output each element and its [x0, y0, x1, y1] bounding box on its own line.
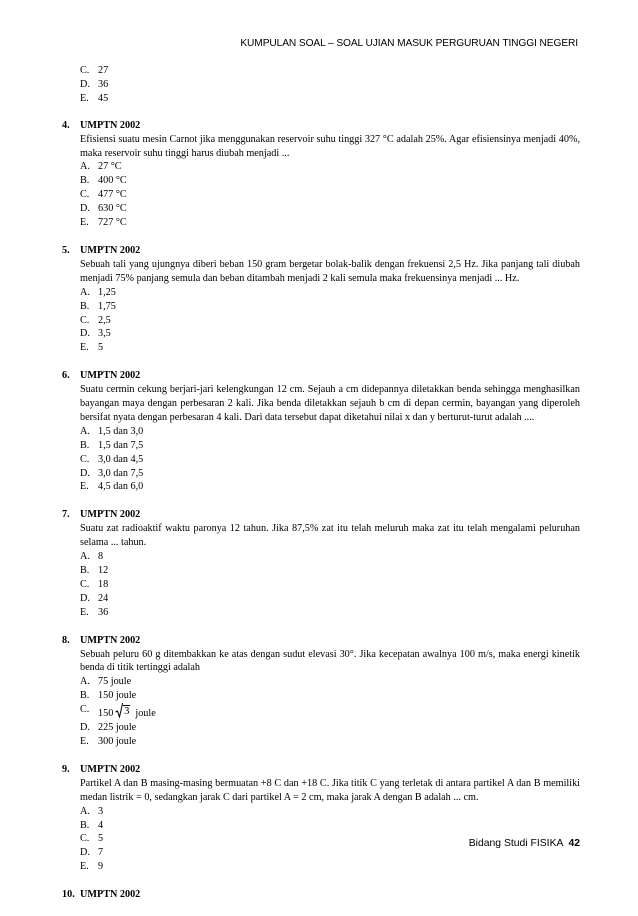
- page-header: [0, 38, 578, 49]
- option-letter: C.: [80, 578, 90, 590]
- option-text: 12: [98, 565, 109, 576]
- option: [80, 564, 580, 578]
- option-letter: C.: [80, 453, 90, 465]
- option: [80, 721, 580, 735]
- option-body: [98, 188, 127, 202]
- option: [80, 550, 580, 564]
- option: [80, 439, 580, 453]
- option-text: 3,5: [98, 328, 111, 340]
- option-body: [98, 314, 111, 328]
- option-letter: B.: [80, 439, 90, 451]
- option-body: [98, 453, 143, 467]
- option-body: [98, 675, 131, 689]
- option-letter: E.: [80, 606, 89, 618]
- option: [80, 735, 580, 749]
- question-source: UMPTN 2002: [80, 634, 141, 646]
- option: [80, 703, 580, 721]
- question-text: Suatu zat radioaktif waktu paronya 12 tahun. Jika 87,5% zat itu telah meluruh maka zat itu telah mengalami peluruhan selama ... tahun.: [80, 523, 580, 549]
- question-text: Suatu cermin cekung berjari-jari kelengkungan 12 cm. Sejauh a cm didepannya diletakkan benda sehingga menghasilkan bayangan maya dengan perbesaran 2 kali. Jika benda diletakkan sejauh b cm di depan cermin, bayangan yang diperoleh bersifat nyata dengan perbesaran 4 kali. Dari data tersebut dapat diketahui nilai x dan y berturut-turut adalah ....: [80, 384, 580, 423]
- option-text: 1,5 dan 3,0: [98, 425, 144, 437]
- option-text: 27: [98, 65, 109, 76]
- option-text: 8: [98, 551, 104, 563]
- option-body: [98, 606, 108, 620]
- question-3: [62, 508, 580, 619]
- question-3-continued: [62, 64, 580, 106]
- option-text: 4: [98, 819, 104, 831]
- header-title: KUMPULAN SOAL – SOAL UJIAN MASUK PERGURUAN TINGGI NEGERI: [240, 38, 578, 49]
- question-5: [62, 763, 580, 874]
- radicand: 3: [124, 706, 130, 718]
- question-2: [62, 369, 580, 494]
- question-1: [62, 244, 580, 355]
- option-text: 400 °C: [98, 175, 127, 187]
- question-0: [62, 119, 580, 230]
- option: [80, 425, 580, 439]
- option-body: [98, 564, 108, 578]
- option-text: 2,5: [98, 314, 111, 326]
- page-number: 42: [568, 838, 580, 849]
- option-text: 477 °C: [98, 189, 127, 201]
- option-letter: B.: [80, 300, 90, 312]
- option-body: [98, 160, 122, 174]
- question-text: Sebuah tali yang ujungnya diberi beban 150 gram bergetar bolak-balik dengan frekuensi 2,5 Hz. Jika panjang tali diubah menjadi 75% panjang semula dan beban ditambah menjadi 2 kali semula maka frekuensinya menjadi ... Hz.: [80, 258, 580, 284]
- option-letter: A.: [80, 161, 90, 173]
- option-letter: D.: [80, 847, 90, 859]
- option: [80, 174, 580, 188]
- option-body: [98, 592, 108, 606]
- option: [80, 606, 580, 620]
- option: [80, 300, 580, 314]
- option-letter: E.: [80, 861, 89, 873]
- question-number: 8.: [62, 634, 70, 646]
- question-6: [62, 888, 580, 902]
- option-letter: C.: [80, 65, 90, 76]
- option-text: 7: [98, 847, 104, 859]
- option-body: [98, 805, 103, 819]
- question-number: 4.: [62, 119, 70, 131]
- option-letter: A.: [80, 286, 90, 298]
- option-body: [98, 300, 116, 314]
- option: [80, 675, 580, 689]
- option-body: [98, 439, 143, 453]
- question-number: 5.: [62, 244, 70, 256]
- option-text: 1,25: [98, 286, 116, 298]
- option: [80, 819, 580, 833]
- question-source: UMPTN 2002: [80, 889, 141, 901]
- option-body: [98, 286, 116, 300]
- option-text: 1,5 dan 7,5: [98, 439, 144, 451]
- option: [80, 860, 580, 874]
- option: [80, 480, 580, 494]
- option-body: [98, 425, 143, 439]
- option: [80, 689, 580, 703]
- option: [80, 202, 580, 216]
- option-body: [98, 689, 136, 703]
- question-list: [62, 64, 580, 916]
- option-text: 36: [98, 606, 109, 618]
- option-letter: D.: [80, 467, 90, 479]
- option-letter: B.: [80, 565, 90, 576]
- option-letter: E.: [80, 217, 89, 229]
- option-letter: A.: [80, 676, 90, 688]
- radical-sign-icon: [115, 703, 123, 718]
- option-body: [98, 467, 143, 481]
- option: [80, 467, 580, 481]
- option-letter: A.: [80, 805, 90, 817]
- option: [80, 188, 580, 202]
- option: [80, 578, 580, 592]
- option-text: 24: [98, 592, 109, 604]
- option-letter: C.: [80, 704, 90, 716]
- option: [80, 592, 580, 606]
- option: [80, 805, 580, 819]
- option-letter: C.: [80, 833, 90, 845]
- question-text: Efisiensi suatu mesin Carnot jika menggunakan reservoir suhu tinggi 327 °C adalah 25%. Agar efisiensinya menjadi 40%, maka reservoir suhu tinggi harus diubah menjadi ...: [80, 133, 580, 159]
- option-letter: E.: [80, 342, 89, 354]
- option-body: [98, 819, 103, 833]
- option-text: 3,0 dan 4,5: [98, 453, 144, 465]
- option: [80, 64, 580, 78]
- option-letter: D.: [80, 592, 90, 604]
- option: [80, 341, 580, 355]
- question-source: UMPTN 2002: [80, 763, 141, 775]
- option: [80, 78, 580, 92]
- option-letter: B.: [80, 819, 90, 831]
- option-text: 5: [98, 342, 104, 354]
- option-letter: C.: [80, 189, 90, 201]
- option-body: [98, 550, 103, 564]
- question-number: 10.: [62, 889, 75, 901]
- option-text: 75 joule: [98, 676, 132, 688]
- option-body: [98, 174, 127, 188]
- question-text: Partikel A dan B masing-masing bermuatan +8 C dan +18 C. Jika titik C yang terletak di antara partikel A dan B memiliki medan listrik = 0, sedangkan jarak C dari partikel A = 2 cm, maka jarak A dengan B adalah ... cm.: [80, 777, 580, 803]
- option: [80, 327, 580, 341]
- option-letter: D.: [80, 328, 90, 340]
- question-source: UMPTN 2002: [80, 244, 141, 256]
- option: [80, 314, 580, 328]
- option-letter: D.: [80, 78, 90, 90]
- option-letter: A.: [80, 551, 90, 563]
- option: [80, 216, 580, 230]
- square-root: [115, 703, 130, 718]
- option-text: 150: [98, 708, 114, 720]
- page-footer: [0, 838, 580, 849]
- option-text: 45: [98, 92, 109, 104]
- option-body: [98, 703, 156, 721]
- option-body: [98, 216, 127, 230]
- option-letter: D.: [80, 722, 90, 734]
- option-text: 1,75: [98, 300, 116, 312]
- question-source: UMPTN 2002: [80, 509, 141, 521]
- option-letter: C.: [80, 314, 90, 326]
- question-text: Sebuah peluru 60 g ditembakkan ke atas dengan sudut elevasi 30°. Jika kecepatan awalnya 100 m/s, maka energi kinetik benda di titik tertinggi adalah: [80, 648, 580, 674]
- option-text: 150 joule: [98, 690, 137, 702]
- option-text: 4,5 dan 6,0: [98, 481, 144, 493]
- option-text: 3: [98, 805, 104, 817]
- option-body: [98, 341, 103, 355]
- option-text: 300 joule: [98, 735, 137, 747]
- questions-container: [62, 119, 580, 902]
- option: [80, 286, 580, 300]
- question-source: UMPTN 2002: [80, 370, 141, 382]
- option-body: [98, 327, 111, 341]
- option-suffix: joule: [135, 708, 156, 720]
- option-body: [98, 578, 108, 592]
- option-letter: E.: [80, 735, 89, 747]
- option-text: 18: [98, 578, 109, 590]
- option-letter: E.: [80, 92, 89, 104]
- option-text: 727 °C: [98, 217, 127, 229]
- option-text: 3,0 dan 7,5: [98, 467, 144, 479]
- option: [80, 92, 580, 106]
- option-letter: B.: [80, 175, 90, 187]
- option: [80, 160, 580, 174]
- question-source: UMPTN 2002: [80, 119, 141, 131]
- option-text: 225 joule: [98, 722, 137, 734]
- option-letter: D.: [80, 203, 90, 215]
- option-text: 9: [98, 861, 104, 873]
- option-letter: B.: [80, 690, 90, 702]
- option-letter: A.: [80, 425, 90, 437]
- footer-subject: Bidang Studi FISIKA: [468, 838, 564, 849]
- option-body: [98, 202, 127, 216]
- option-letter: E.: [80, 481, 89, 493]
- option-text: 5: [98, 833, 104, 845]
- option-body: [98, 480, 143, 494]
- option-body: [98, 721, 136, 735]
- option-text: 27 °C: [98, 161, 122, 173]
- option-text: 630 °C: [98, 203, 127, 215]
- option-text: 36: [98, 78, 109, 90]
- option-body: [98, 735, 136, 749]
- option-body: [98, 860, 103, 874]
- question-number: 7.: [62, 509, 70, 521]
- question-4: [62, 634, 580, 749]
- question-number: 6.: [62, 370, 70, 382]
- option: [80, 453, 580, 467]
- question-number: 9.: [62, 763, 70, 775]
